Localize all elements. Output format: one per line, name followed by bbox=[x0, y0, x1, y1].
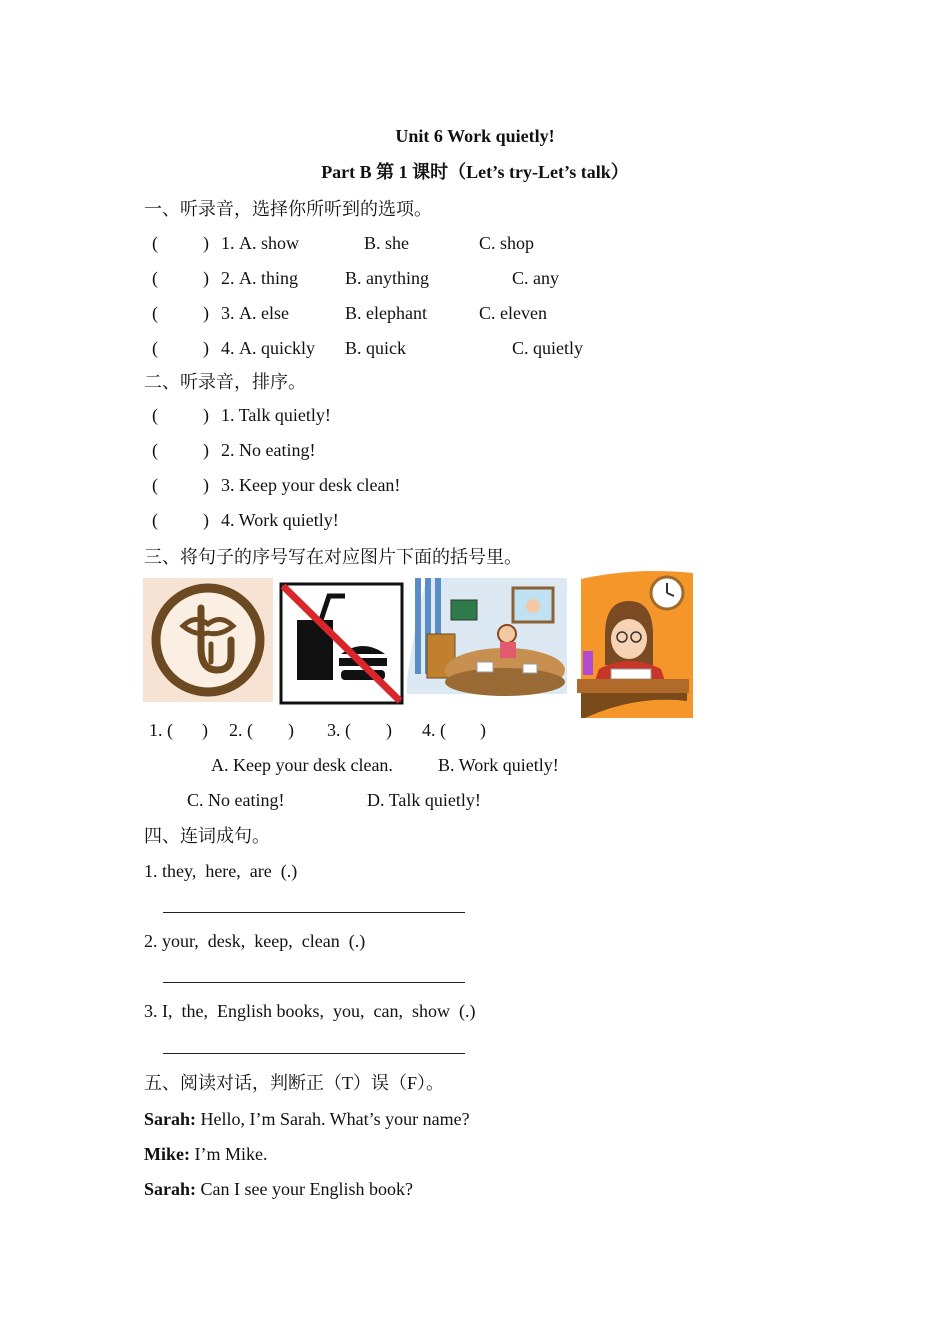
answer-bracket-left: ( bbox=[152, 405, 158, 425]
answer-bracket-right: ) bbox=[203, 233, 209, 253]
section3-heading: 三、将句子的序号写在对应图片下面的括号里。 bbox=[144, 547, 522, 567]
option-a: A. show bbox=[239, 233, 300, 253]
answer-bracket-left: ( bbox=[152, 233, 158, 253]
option-c: C. eleven bbox=[479, 303, 547, 323]
answer-bracket-left: ( bbox=[152, 510, 158, 530]
option-c: C. quietly bbox=[512, 338, 583, 358]
girl-face-icon bbox=[498, 625, 516, 643]
answer-line[interactable] bbox=[163, 912, 465, 913]
blank-2-label: 2. ( bbox=[229, 720, 253, 740]
blank-1-label: 1. ( bbox=[149, 720, 173, 740]
answer-bracket-right: ) bbox=[203, 338, 209, 358]
option-a: A. thing bbox=[239, 268, 299, 288]
option-b: B. elephant bbox=[345, 303, 427, 323]
blank-2-close: ) bbox=[288, 720, 294, 740]
dialogue-text: Hello, I’m Sarah. What’s your name? bbox=[196, 1109, 470, 1129]
page-title: Unit 6 Work quietly! bbox=[395, 126, 555, 146]
order-item-text: 4. Work quietly! bbox=[221, 510, 339, 530]
blank-1-close: ) bbox=[202, 720, 208, 740]
section1-heading: 一、听录音，选择你所听到的选项。 bbox=[144, 199, 432, 219]
option-a: A. quickly bbox=[239, 338, 315, 358]
no-eating-sign-picture bbox=[279, 582, 404, 705]
order-item-text: 2. No eating! bbox=[221, 440, 316, 460]
section2-heading: 二、听录音，排序。 bbox=[144, 372, 306, 392]
dialogue-line-3 bbox=[144, 1177, 413, 1201]
word-order-item-1: 1. they, here, are (.) bbox=[144, 861, 298, 881]
answer-bracket-left: ( bbox=[152, 268, 158, 288]
notebook-icon bbox=[611, 669, 651, 679]
answer-bracket-left: ( bbox=[152, 338, 158, 358]
option-c: C. shop bbox=[479, 233, 535, 253]
order-item-text: 1. Talk quietly! bbox=[221, 405, 331, 425]
option-b-text: B. Work quietly! bbox=[438, 755, 559, 775]
section4-heading: 四、连词成句。 bbox=[144, 826, 270, 846]
option-c-text: C. No eating! bbox=[187, 790, 285, 810]
answer-bracket-right: ) bbox=[203, 268, 209, 288]
order-item-text: 3. Keep your desk clean! bbox=[221, 475, 401, 495]
answer-line[interactable] bbox=[163, 982, 465, 983]
word-order-item-3: 3. I, the, English books, you, can, show (.) bbox=[144, 1001, 476, 1021]
option-a-text: A. Keep your desk clean. bbox=[211, 755, 393, 775]
item-number: 2. bbox=[221, 268, 235, 288]
page-subtitle: Part B 第 1 课时（Let’s try-Let’s talk） bbox=[321, 162, 629, 182]
section5-heading: 五、阅读对话，判断正（T）误（F）。 bbox=[144, 1073, 445, 1093]
shush-sign-picture bbox=[143, 578, 273, 702]
dialogue-text: I’m Mike. bbox=[189, 1144, 268, 1164]
speaker-name: Mike: bbox=[144, 1144, 190, 1164]
speaker-name: Sarah: bbox=[144, 1179, 197, 1199]
blank-3-label: 3. ( bbox=[327, 720, 351, 740]
picture-frame-icon bbox=[451, 600, 477, 620]
blank-3-close: ) bbox=[386, 720, 392, 740]
classroom-desk-picture bbox=[407, 570, 567, 704]
girl-body-icon bbox=[500, 642, 516, 658]
option-b: B. anything bbox=[345, 268, 429, 288]
book-icon bbox=[583, 651, 593, 675]
option-a: A. else bbox=[239, 303, 289, 323]
item-number: 3. bbox=[221, 303, 235, 323]
answer-bracket-right: ) bbox=[203, 475, 209, 495]
answer-bracket-left: ( bbox=[152, 475, 158, 495]
item-number: 1. bbox=[221, 233, 235, 253]
blank-4-label: 4. ( bbox=[422, 720, 446, 740]
option-b: B. quick bbox=[345, 338, 406, 358]
answer-bracket-right: ) bbox=[203, 303, 209, 323]
paper-icon bbox=[477, 662, 493, 672]
desk-top-icon bbox=[577, 679, 689, 693]
dialogue-line-1 bbox=[144, 1107, 470, 1131]
working-quietly-picture bbox=[575, 569, 694, 718]
child-face-icon bbox=[526, 599, 540, 613]
option-d-text: D. Talk quietly! bbox=[367, 790, 481, 810]
item-number: 4. bbox=[221, 338, 235, 358]
blank-4-close: ) bbox=[480, 720, 486, 740]
option-c: C. any bbox=[512, 268, 559, 288]
dialogue-text: Can I see your English book? bbox=[196, 1179, 413, 1199]
sign-ring bbox=[156, 588, 260, 692]
answer-bracket-left: ( bbox=[152, 440, 158, 460]
dialogue-line-2 bbox=[144, 1142, 267, 1166]
desk-base-icon bbox=[445, 668, 565, 696]
face-icon bbox=[611, 619, 647, 659]
answer-bracket-left: ( bbox=[152, 303, 158, 323]
option-b: B. she bbox=[364, 233, 409, 253]
answer-line[interactable] bbox=[163, 1053, 465, 1054]
answer-bracket-right: ) bbox=[203, 510, 209, 530]
word-order-item-2: 2. your, desk, keep, clean (.) bbox=[144, 931, 366, 951]
answer-bracket-right: ) bbox=[203, 440, 209, 460]
speaker-name: Sarah: bbox=[144, 1109, 197, 1129]
answer-bracket-right: ) bbox=[203, 405, 209, 425]
paper-icon bbox=[523, 664, 537, 673]
